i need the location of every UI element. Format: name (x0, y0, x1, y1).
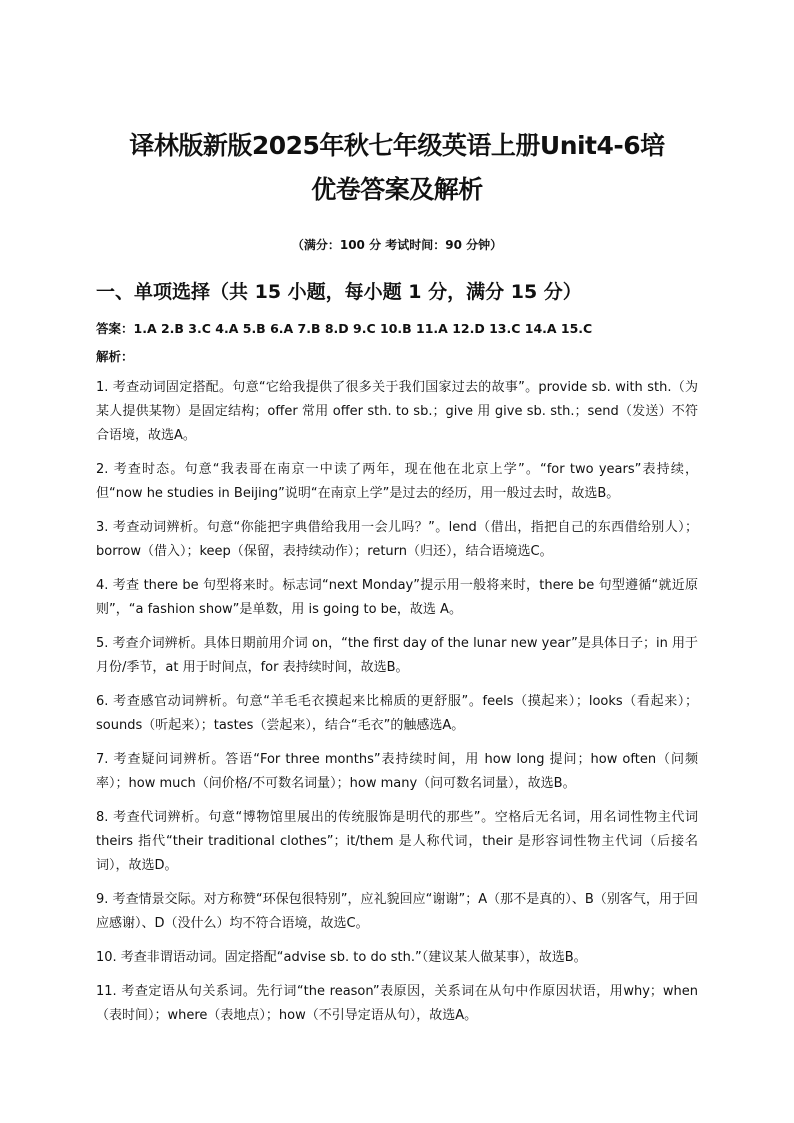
analysis-item: 2. 考查时态。句意“我表哥在南京一中读了两年，现在他在北京上学”。“for two years”表持续，但“now he studies in Beijing”说明“在南京上学”是过去的经历，用一般过去时，故选B。 (96, 462, 698, 501)
analysis-item: 6. 考查感官动词辨析。句意“羊毛毛衣摸起来比棉质的更舒服”。feels（摸起来）；looks（看起来）；sounds（听起来）；tastes（尝起来），结合“毛衣”的触感选A。 (96, 694, 698, 733)
analysis-item: 8. 考查代词辨析。句意“博物馆里展出的传统服饰是明代的那些”。空格后无名词，用名词性物主代词 theirs 指代“their traditional clothes”；it/them 是人称代词，their 是形容词性物主代词（后接名词），故选D。 (96, 810, 698, 873)
analysis-item: 11. 考查定语从句关系词。先行词“the reason”表原因，关系词在从句中作原因状语，用why；when（表时间）；where（表地点）；how（不引导定语从句），故选A。 (96, 984, 698, 1023)
answer-key: 答案：1.A 2.B 3.C 4.A 5.B 6.A 7.B 8.D 9.C 10.B 11.A 12.D 13.C 14.A 15.C (96, 321, 593, 336)
analysis-item: 5. 考查介词辨析。具体日期前用介词 on，“the first day of the lunar new year”是具体日子；in 用于月份/季节，at 用于时间点，for 表持续时间，故选B。 (96, 636, 698, 675)
title-line-1: 译林版新版2025年秋七年级英语上册Unit4-6培 (129, 131, 665, 160)
analysis-item: 3. 考查动词辨析。句意“你能把字典借给我用一会儿吗？”。lend（借出，指把自己的东西借给别人）；borrow（借入）；keep（保留，表持续动作）；return（归还），结合语境选C。 (96, 520, 698, 559)
analysis-item: 9. 考查情景交际。对方称赞“环保包很特别”，应礼貌回应“谢谢”；A（那不是真的）、B（别客气，用于回应感谢）、D（没什么）均不符合语境，故选C。 (96, 892, 698, 931)
analysis-item: 1. 考查动词固定搭配。句意“它给我提供了很多关于我们国家过去的故事”。provide sb. with sth.（为某人提供某物）是固定结构；offer 常用 offer sth. to sb.；give 用 give sb. sth.；send（发送）不符合语境，故选A。 (96, 380, 698, 443)
section-heading: 一、单项选择（共 15 小题，每小题 1 分，满分 15 分） (96, 281, 582, 303)
exam-meta: （满分：100 分 考试时间：90 分钟） (291, 238, 503, 252)
analysis-list (96, 376, 698, 1028)
analysis-item: 10. 考查非谓语动词。固定搭配“advise sb. to do sth.”（建议某人做某事），故选B。 (96, 950, 587, 965)
analysis-item: 7. 考查疑问词辨析。答语“For three months”表持续时间，用 how long 提问；how often（问频率）；how much（问价格/不可数名词量）；how many（问可数名词量），故选B。 (96, 752, 698, 791)
document-title (96, 0, 698, 212)
title-line-2: 优卷答案及解析 (311, 175, 483, 204)
analysis-label: 解析： (96, 349, 134, 364)
analysis-item: 4. 考查 there be 句型将来时。标志词“next Monday”提示用一般将来时，there be 句型遵循“就近原则”，“a fashion show”是单数，用 is going to be，故选 A。 (96, 578, 698, 617)
